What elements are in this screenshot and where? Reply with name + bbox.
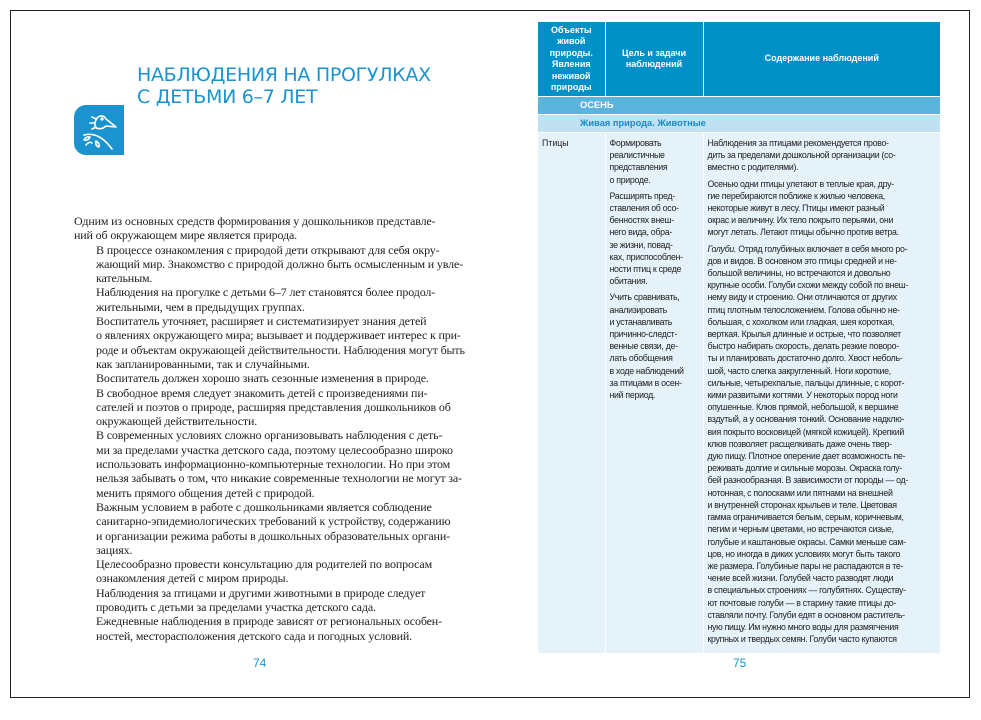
pigeons-text: Отряд голубиных включает в себя много ро- дов и видов. В основном это птицы средней и не- большой величины, но встречаются и довольно крупные особи. Голуби схожи между собой по внеш- нему виду и строению. Они отличаются от других птиц плотным телосложением. Голова обычно не- большая, с хохолком или гладкая, шея короткая, верткая. Крылья длинные и острые, что позволяет быстро набирать скорость, делать резкие поворо- ты и планировать достаточно долго. Хвост неболь- шой, часто слегка закругленный. Ноги короткие, сильные, четырехпалые, пальцы длинные, с корот- кими развитыми когтями. У некоторых пород ноги опушенные. Клюв прямой, небольшой, к вершине вздутый, а у основания тонкий. Основание надклю- вия покрыто восковицей (мягкой кожицей). Крепкий клюв позволяет расщелкивать даже очень твер- дую пищу. Плотное оперение дает возможность пе- реживать долгие и сильные морозы. Окраска голу- бей разнообразная. В зависимости от породы — од- нотонная, с полосками или пятнами на внешней и внутренней сторонах крыльев и теле. Цветовая гамма ограничивается белым, серым, коричневым, пегим и черным цветами, но встречаются сизые, голубые и каштановые окрасы. Самки меньше сам- цов, но иногда в диких условиях могут быть такого же размера. Голубиные пары не распадаются в те- чение всей жизни. Голубей часто разводят люди в специальных строениях — голубятнях. Существу- ют почтовые голуби — в старину такие птицы до- ставляли почту. Голуби едят в основном раститель- ную пищу. Им нужно много воды для размягчения крупных и твердых семян. Голуби часто купаются: [707, 243, 909, 645]
goal-item: Формировать реалистичные представления о природе.: [609, 138, 668, 185]
object-label: Птицы: [542, 138, 569, 148]
paragraph: Наблюдения на прогулке с детьми 6–7 лет становятся более продол- жительными, чем в предыдущих группах.: [96, 285, 436, 314]
header-objects: Объекты живой природы. Явления неживой природы: [538, 22, 605, 97]
paragraph: В современных условиях сложно организовывать наблюдения с деть- ми за пределами участка детского сада, поэтому целесообразно широко использовать информационно-компьютерные технологии. Но при этом нельзя забывать о том, что никакие современные технологии не могут за- менить прямого общения детей с природой.: [96, 428, 462, 500]
table-header-row: [538, 22, 940, 97]
season-row: [538, 97, 940, 115]
paragraph: Одним из основных средств формирования у дошкольников представле- ний об окружающем мире является природа.: [74, 214, 436, 243]
paragraph: В процессе ознакомления с природой дети открывают для себя окру- жающий мир. Знакомство с природой должно быть осмысленным и увле- кательным.: [96, 242, 463, 286]
paragraph: Важным условием в работе с дошкольниками является соблюдение санитарно-эпидемиологических требований к устройству, содержанию и организации режима работы в дошкольных образовательных органи- зациях.: [96, 499, 451, 557]
paragraph: Воспитатель должен хорошо знать сезонные изменения в природе.: [96, 371, 429, 386]
goal-item: Расширять пред- ставления об осо- бенностях внеш- него вида, обра- зе жизни, повад- ках, приспособлен- ности птиц к среде обитания.: [609, 190, 683, 287]
page-number-right: 75: [733, 656, 747, 670]
header-content: Содержание наблюдений: [703, 22, 940, 97]
page-number-left: 74: [253, 656, 267, 670]
paragraph: В свободное время следует знакомить детей с произведениями пи- сателей и поэтов о природе, расширяя представления дошкольников об окружающей действительности.: [96, 385, 451, 429]
paragraph: Воспитатель уточняет, расширяет и систематизирует знания детей о явлениях окружающего мира; вызывает и поддерживает интерес к при- роде и объектам окружающей действительности. Наблюдения могут быть как запланированными, так и случайными.: [96, 314, 465, 371]
pigeons-term: Голуби.: [707, 243, 737, 254]
table-row: [538, 133, 940, 654]
goal-item: Учить сравнивать, анализировать и устанавливать причинно-следст- венные связи, де- лать обобщения в ходе наблюдений за птицами в осен- ний период.: [609, 292, 684, 401]
chapter-title: НАБЛЮДЕНИЯ НА ПРОГУЛКАХ С ДЕТЬМИ 6–7 ЛЕТ: [137, 64, 431, 108]
category-row: [538, 115, 940, 133]
category-label: Живая природа. Животные: [538, 115, 940, 133]
paragraph: Наблюдения за птицами и другими животными в природе следует проводить с детьми за пределами участка детского сада.: [96, 585, 426, 615]
content-cell: [703, 133, 940, 654]
paragraph: Ежедневные наблюдения в природе зависят от региональных особен- ностей, месторасположения детского сада и погодных условий.: [96, 614, 442, 643]
intro-text: [74, 214, 464, 643]
goals-cell: [605, 133, 703, 654]
bird-on-branch-icon: [74, 105, 124, 155]
object-cell: [538, 133, 605, 654]
observation-table: [538, 22, 940, 653]
paragraph: Целесообразно провести консультацию для родителей по вопросам ознакомления детей с миром природы.: [96, 557, 433, 586]
season-label: ОСЕНЬ: [538, 97, 940, 115]
content-paragraph: Наблюдения за птицами рекомендуется прово- дить за пределами дошкольной организации (со- вместно с родителями).: [707, 138, 896, 173]
content-paragraph: Осенью одни птицы улетают в теплые края, дру- гие перебираются поближе к жилью человека, некоторые живут в лесу. Птицы имеют разный окрас и величину. Их тело покрыто перьями, они могут летать. Летают птицы обычно против ветра.: [707, 178, 899, 238]
content-paragraph: [708, 243, 937, 646]
header-goals: Цель и задачи наблюдений: [605, 22, 703, 97]
